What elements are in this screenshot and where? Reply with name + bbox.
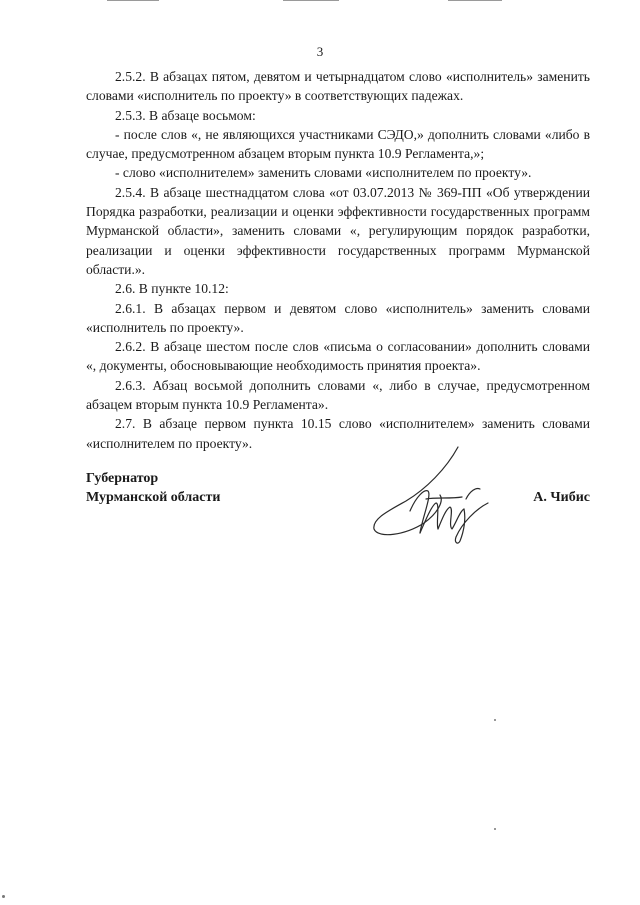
signer-title: Губернатор <box>86 471 159 486</box>
paragraph-2-5-3-item-2: - слово «исполнителем» заменить словами «исполнителем по проекту». <box>115 165 532 181</box>
paragraph-2-5-2: 2.5.2. В абзацах пятом, девятом и четырнадцатом слово «исполнитель» заменить словами «исполнитель по проекту» в соответствующих падежах. <box>86 69 590 104</box>
paragraph-2-6-1: 2.6.1. В абзацах первом и девятом слово «исполнитель» заменить словами «исполнитель по проекту». <box>86 300 590 335</box>
handwritten-signature <box>366 439 516 549</box>
paragraph-2-6: 2.6. В пункте 10.12: <box>115 281 229 297</box>
paragraph-2-5-4: 2.5.4. В абзаце шестнадцатом слова «от 03.07.2013 № 369-ПП «Об утверждении Порядка разработки, реализации и оценки эффективности государственных программ Мурманской области», заменить словами «, регулирующим порядок разработки, реализации и оценки эффективности государственных программ Мурманской области.». <box>86 184 590 277</box>
paragraph-2-5-3-item-1: - после слов «, не являющихся участниками СЭДО,» дополнить словами «либо в случае, предусмотренном абзацем вторым пункта 10.9 Регламента,»; <box>86 126 590 162</box>
paragraph-2-5-3: 2.5.3. В абзаце восьмом: <box>115 107 256 123</box>
scan-edge-line <box>283 0 339 1</box>
scan-speck <box>2 895 5 898</box>
scan-speck <box>494 719 496 721</box>
paragraph-2-6-3: 2.6.3. Абзац восьмой дополнить словами «, либо в случае, предусмотренном абзацем вторым пункта 10.9 Регламента». <box>86 377 590 413</box>
paragraph-2-6-2: 2.6.2. В абзаце шестом после слов «письма о согласовании» дополнить словами «, документы, обосновывающие необходимость принятия проекта». <box>86 339 590 374</box>
signer-name: А. Чибис <box>533 490 590 505</box>
signer-region: Мурманской области <box>86 490 221 505</box>
signature-block <box>86 469 590 569</box>
scan-edge-line <box>448 0 502 1</box>
document-body <box>86 67 590 453</box>
page-number: 3 <box>316 44 324 59</box>
signer-position <box>86 469 220 507</box>
paragraph-2-7: 2.7. В абзаце первом пункта 10.15 слово «исполнителем» заменить словами «исполнителем по проекту». <box>86 416 590 451</box>
scan-speck <box>494 828 496 830</box>
scan-edge-line <box>107 0 159 1</box>
